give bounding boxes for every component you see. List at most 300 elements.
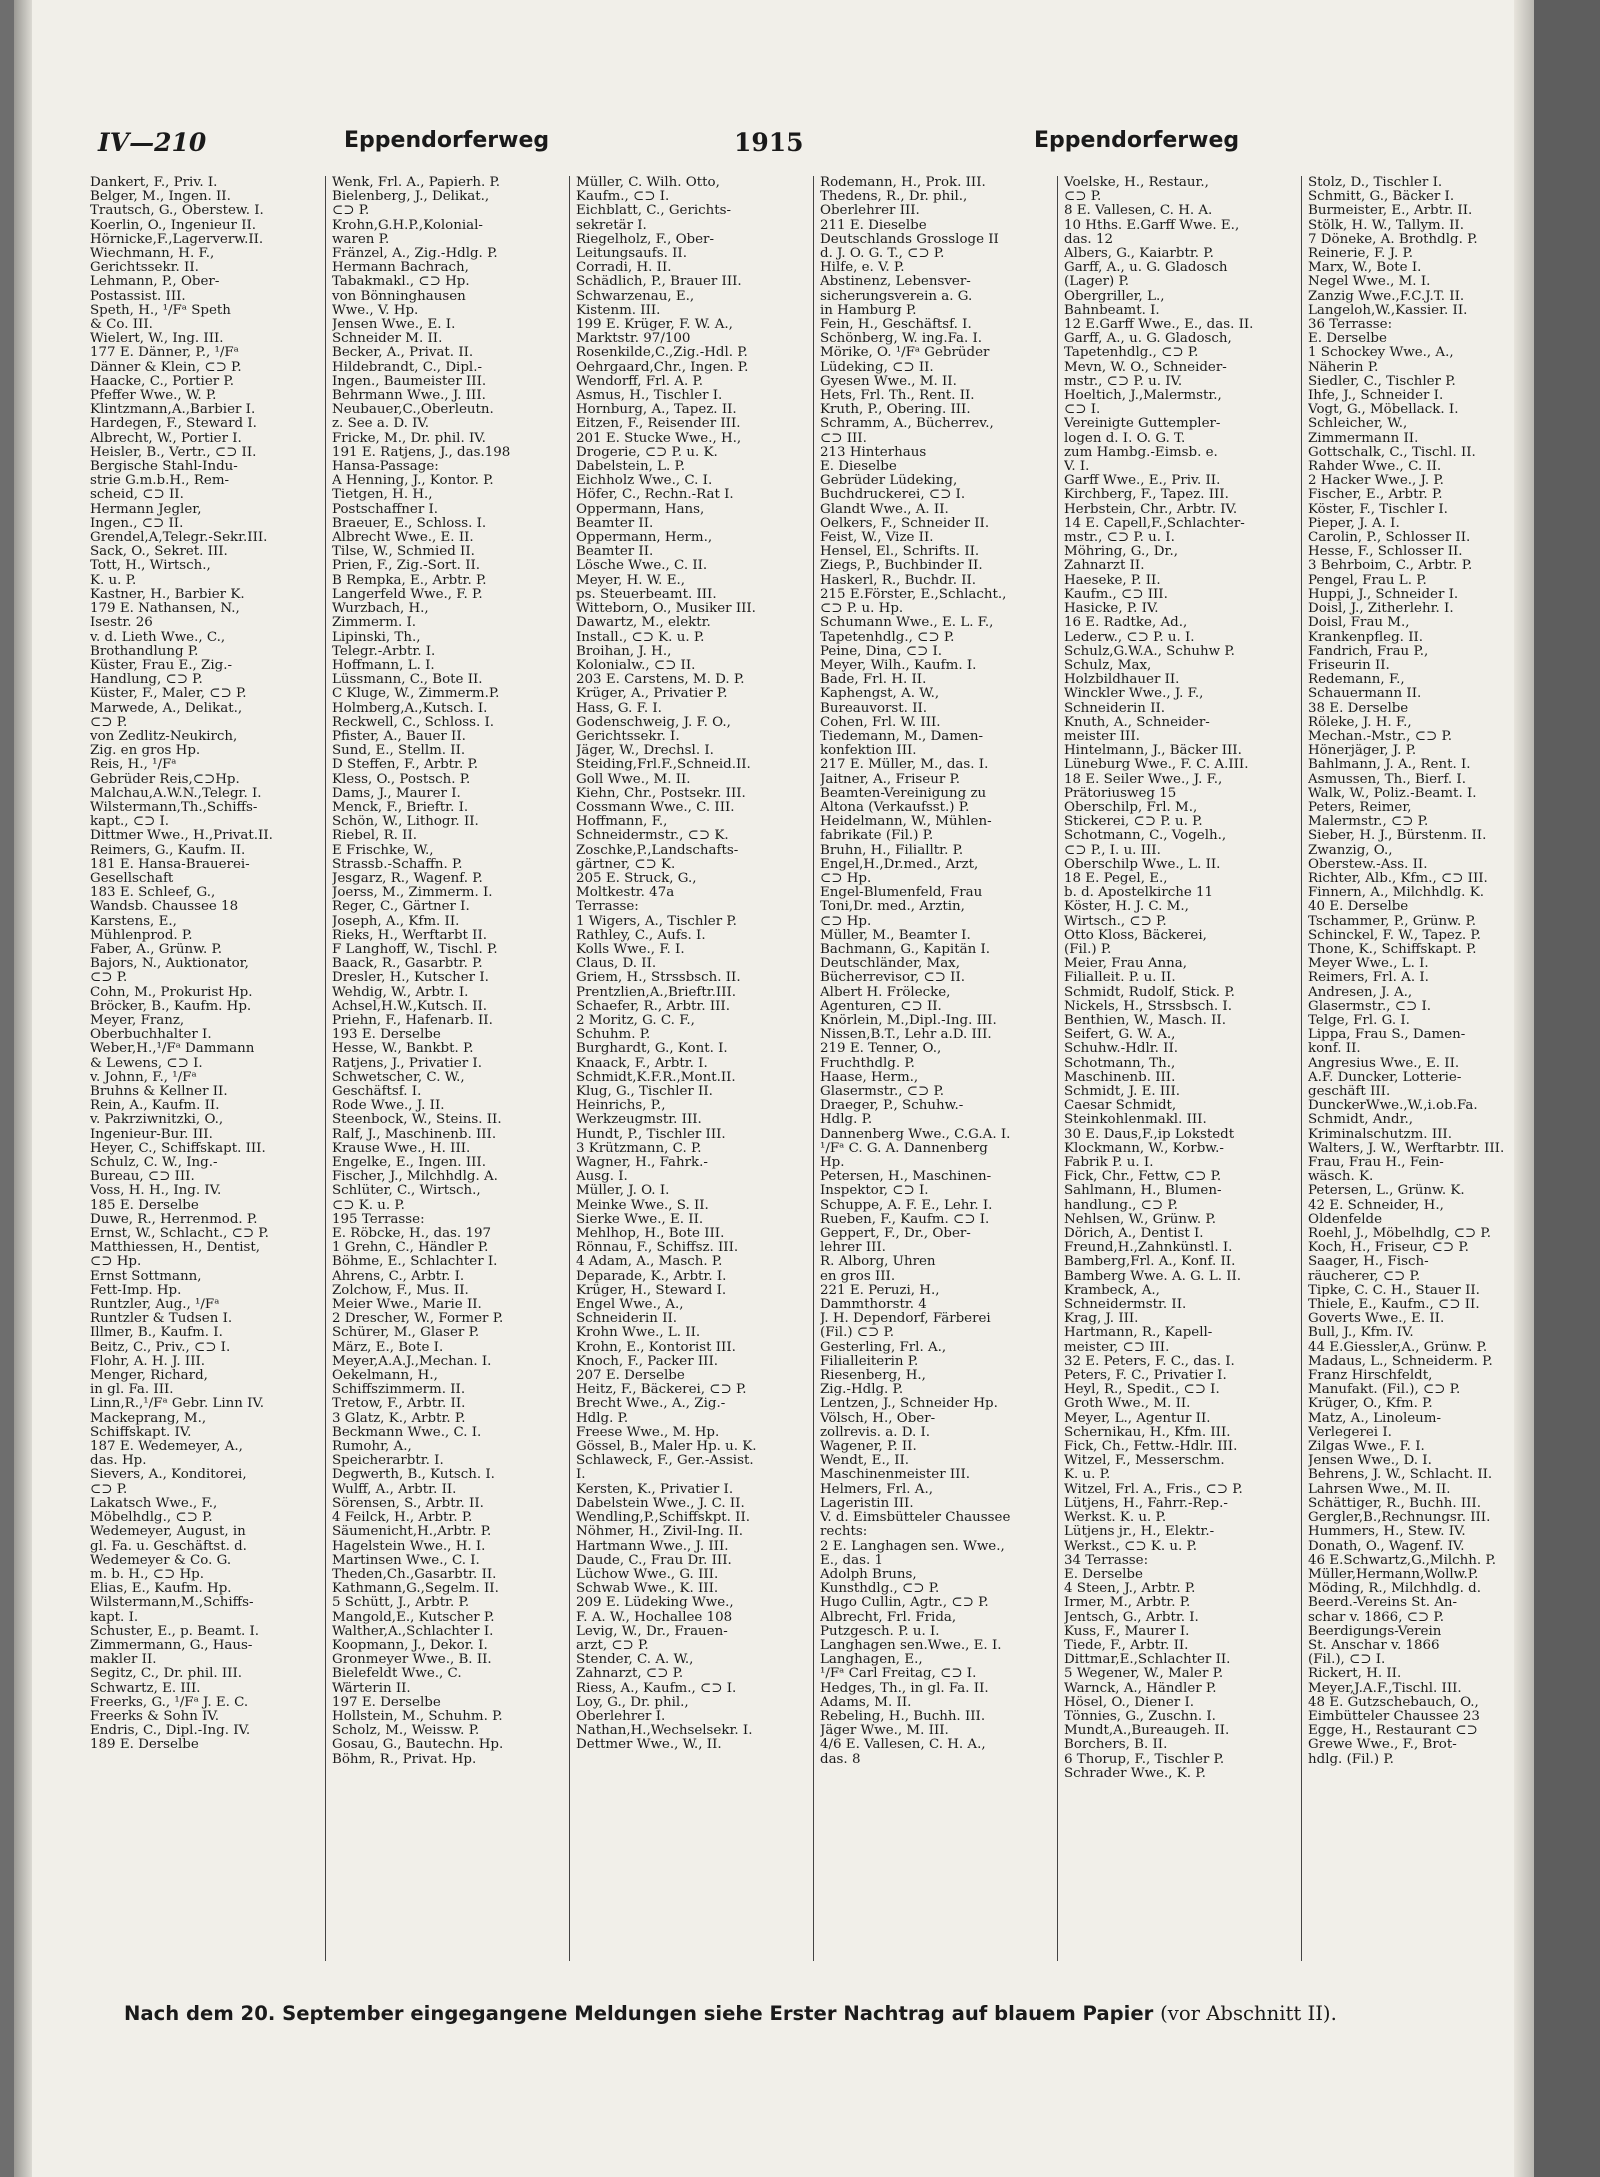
directory-entry-line: Linn,R.,¹/Fᵃ Gebr. Linn IV. [90, 1397, 265, 1412]
directory-entry-line: Heidelmann, W., Mühlen- [820, 815, 992, 830]
directory-entry-line: 38 E. Derselbe [1308, 701, 1409, 716]
directory-entry-line: Frau, Frau H., Fein- [1308, 1156, 1444, 1171]
directory-entry-line: Malermstr., ⊂⊃ P. [1308, 815, 1429, 830]
directory-entry-line: Gottschalk, C., Tischl. II. [1308, 445, 1476, 460]
directory-entry-line: Marwede, A., Delikat., [90, 701, 243, 716]
directory-entry-line: Buchdruckerei, ⊂⊃ I. [820, 488, 966, 503]
directory-entry-line: Oelkers, F., Schneider II. [820, 516, 990, 531]
directory-entry-line: Wirtsch., ⊂⊃ P. [1064, 914, 1167, 929]
directory-entry-line: ⊂⊃ III. [820, 431, 867, 446]
directory-entry-line: Thiele, E., Kaufm., ⊂⊃ II. [1308, 1298, 1480, 1313]
directory-entry-line: Riesenberg, H., [820, 1369, 926, 1384]
directory-entry-line: Hp. [820, 1156, 845, 1171]
directory-entry-line: Dabelstein, L. P. [576, 460, 686, 475]
directory-entry-line: Huppi, J., Schneider I. [1308, 587, 1459, 602]
directory-entry-line: Wenk, Frl. A., Papierh. P. [332, 176, 501, 190]
directory-entry-line: Lüdeking, ⊂⊃ II. [820, 360, 934, 375]
directory-entry-line: Moltkestr. 47a [576, 886, 675, 901]
page-number: IV—210 [98, 128, 207, 157]
directory-entry-line: Nissen,B.T., Lehr a.D. III. [820, 1028, 992, 1043]
directory-entry-line: Gössel, B., Maler Hp. u. K. [576, 1440, 757, 1455]
directory-entry-line: Telegr.-Arbtr. I. [332, 644, 436, 659]
directory-entry-line: Beamten-Vereinigung zu [820, 786, 987, 801]
directory-entry-line: Behrens, J. W., Schlacht. II. [1308, 1468, 1493, 1483]
directory-entry-line: Werkst., ⊂⊃ K. u. P. [1064, 1539, 1198, 1554]
directory-entry-line: Carolin, P., Schlosser II. [1308, 531, 1471, 546]
directory-entry-line: Fick, Ch., Fettw.-Hdlr. III. [1064, 1440, 1238, 1455]
directory-entry-line: Voss, H. H., Ing. IV. [90, 1184, 222, 1199]
scan-background [1534, 0, 1600, 2177]
directory-entry-line: Wandsb. Chaussee 18 [90, 900, 239, 915]
directory-entry-line: Kaufm., ⊂⊃ I. [576, 190, 670, 205]
directory-entry-line: Ingen., Baumeister III. [332, 374, 487, 389]
directory-entry-line: A Henning, J., Kontor. P. [332, 474, 494, 489]
directory-entry-line: Terrasse: [576, 900, 639, 915]
directory-entry-line: Schönberg, W. ing.Fa. I. [820, 332, 983, 347]
directory-entry-line: Bücherrevisor, ⊂⊃ II. [820, 971, 965, 986]
directory-entry-line: Kathmann,G.,Segelm. II. [332, 1582, 499, 1597]
column-rule [1301, 176, 1302, 1961]
directory-entry-line: Grendel,A,Telegr.-Sekr.III. [90, 531, 268, 546]
directory-entry-line: Gesellschaft [90, 871, 174, 886]
directory-entry-line: Klug, G., Tischler II. [576, 1085, 713, 1099]
directory-entry-line: Gebrüder Lüdeking, [820, 474, 958, 489]
directory-entry-line: E. Derselbe [1064, 1567, 1143, 1582]
directory-entry-line: Haskerl, R., Buchdr. II. [820, 573, 977, 588]
directory-entry-line: Köster, F., Tischler I. [1308, 502, 1448, 517]
directory-entry-line: Meinke Wwe., S. II. [576, 1198, 709, 1213]
directory-entry-line: 3 Glatz, K., Arbtr. P. [332, 1411, 466, 1426]
directory-entry-line: 3 Krützmann, C. P. [576, 1141, 702, 1156]
directory-entry-line: Putzgesch. P. u. I. [820, 1624, 940, 1639]
directory-entry-line: Grewe Wwe., F., Brot- [1308, 1738, 1457, 1753]
directory-entry-line: Krohn Wwe., L. II. [576, 1326, 701, 1341]
directory-entry-line: Albrecht, Frl. Frida, [820, 1610, 957, 1625]
directory-entry-line: Schneiderin II. [1064, 701, 1166, 716]
directory-entry-line: Zanzig Wwe.,F.C.J.T. II. [1308, 289, 1465, 304]
directory-entry-line: Schernikau, H., Kfm. III. [1064, 1425, 1231, 1440]
directory-entry-line: Karstens, E., [90, 914, 177, 929]
directory-entry-line: Schädlich, P., Brauer III. [576, 275, 742, 290]
directory-entry-line: Negel Wwe., M. I. [1308, 275, 1431, 290]
directory-entry-line: Dannenberg Wwe., C.G.A. I. [820, 1127, 1011, 1142]
directory-entry-line: E. Dieselbe [820, 460, 897, 475]
directory-entry-line: Sack, O., Sekret. III. [90, 545, 228, 560]
directory-entry-line: Marx, W., Bote I. [1308, 261, 1422, 276]
directory-entry-line: Tott, H., Wirtsch., [90, 559, 211, 574]
directory-entry-line: Levig, W., Dr., Frauen- [576, 1624, 728, 1639]
directory-entry-line: 185 E. Derselbe [90, 1198, 199, 1213]
directory-entry-line: Ihfe, J., Schneider I. [1308, 389, 1444, 404]
directory-entry-line: C Kluge, W., Zimmerm.P. [332, 687, 500, 702]
directory-entry-line: 217 E. Müller, M., das. I. [820, 758, 989, 773]
street-name-left: Eppendorferweg [344, 128, 550, 153]
directory-entry-line: Thedens, R., Dr. phil., [820, 190, 968, 205]
directory-entry-line: 215 E.Förster, E.,Schlacht., [820, 587, 1007, 602]
directory-entry-line: Rönnau, F., Schiffsz. III. [576, 1241, 739, 1256]
directory-entry-line: Schmidt, J. E. III. [1064, 1085, 1180, 1099]
directory-entry-line: Maschinenmeister III. [820, 1468, 971, 1483]
directory-entry-line: Krüger, O., Kfm. P. [1308, 1397, 1433, 1412]
directory-entry-line: Faber, A., Grünw. P. [90, 942, 223, 957]
directory-entry-line: 1 Wigers, A., Tischler P. [576, 914, 737, 929]
directory-entry-line: Benthien, W., Masch. II. [1064, 1013, 1226, 1028]
directory-entry-line: Schuhw.-Hdlr. II. [1064, 1042, 1179, 1057]
directory-entry-line: Bahnbeamt. I. [1064, 303, 1160, 318]
directory-entry-line: Tapetenhdlg., ⊂⊃ P. [1064, 346, 1199, 361]
directory-entry-line: Daude, C., Frau Dr. III. [576, 1553, 732, 1568]
directory-entry-line: Mevn, W. O., Schneider- [1064, 360, 1227, 375]
directory-entry-line: Manufakt. (Fil.), ⊂⊃ P. [1308, 1383, 1461, 1398]
directory-entry-line: Lösche Wwe., C. II. [576, 559, 708, 574]
directory-entry-line: 205 E. Struck, G., [576, 871, 697, 886]
directory-entry-line: Zig. en gros Hp. [90, 744, 201, 759]
directory-entry-line: Haase, Herm., [820, 1070, 919, 1085]
directory-entry-line: Fandrich, Frau P., [1308, 644, 1429, 659]
directory-entry-line: E., das. 1 [820, 1553, 884, 1568]
directory-entry-line: Dänner & Klein, ⊂⊃ P. [90, 360, 242, 375]
directory-entry-line: Albrecht Wwe., E. II. [332, 531, 474, 546]
directory-entry-line: Dettmer Wwe., W., II. [576, 1738, 722, 1753]
directory-entry-line: 187 E. Wedemeyer, A., [90, 1440, 243, 1455]
directory-entry-line: Claus, D. II. [576, 957, 657, 972]
directory-entry-line: Menck, F., Brieftr. I. [332, 800, 469, 815]
directory-entry-line: Eitzen, F., Reisender III. [576, 417, 741, 432]
directory-entry-line: Matthiessen, H., Dentist, [90, 1241, 260, 1256]
directory-entry-line: Bergische Stahl-Indu- [90, 460, 238, 475]
directory-entry-line: ⊂⊃ P. [1064, 190, 1102, 205]
directory-entry-line: Röleke, J. H. F., [1308, 715, 1412, 730]
directory-entry-line: Deutschlands Grossloge II [820, 232, 999, 247]
directory-entry-line: ⊂⊃ Hp. [820, 914, 872, 929]
directory-entry-line: Wulff, A., Arbtr. II. [332, 1482, 457, 1497]
directory-entry-line: Wagner, H., Fahrk.- [576, 1156, 708, 1171]
directory-entry-line: Schneiderin II. [576, 1312, 678, 1327]
directory-entry-line: Drogerie, ⊂⊃ P. u. K. [576, 445, 718, 460]
directory-entry-line: Siedler, C., Tischler P. [1308, 374, 1456, 389]
directory-entry-line: Hönerjäger, J. P. [1308, 744, 1417, 759]
directory-entry-line: 181 E. Hansa-Brauerei- [90, 857, 250, 872]
directory-entry-line: Kaphengst, A. W., [820, 687, 940, 702]
directory-entry-line: Beckmann Wwe., C. I. [332, 1425, 482, 1440]
directory-entry-line: Caesar Schmidt, [1064, 1099, 1177, 1114]
directory-entry-line: Lakatsch Wwe., F., [90, 1496, 218, 1511]
directory-entry-line: Heisler, B., Vertr., ⊂⊃ II. [90, 445, 257, 460]
directory-entry-line: Doisl, J., Zitherlehr. I. [1308, 602, 1454, 617]
directory-entry-line: Kolonialw., ⊂⊃ II. [576, 658, 696, 673]
directory-entry-line: J. H. Dependorf, Färberei [820, 1312, 991, 1327]
directory-entry-line: Zahnarzt, ⊂⊃ P. [576, 1667, 684, 1682]
directory-entry-line: K. u. P. [1064, 1468, 1111, 1483]
directory-entry-line: Degwerth, B., Kutsch. I. [332, 1468, 495, 1483]
directory-entry-line: Asmussen, Th., Bierf. I. [1308, 772, 1466, 787]
directory-entry-line: Oberbuchhalter I. [90, 1028, 212, 1043]
directory-entry-line: Riebel, R. II. [332, 829, 418, 844]
directory-entry-line: Ziegs, P., Buchbinder II. [820, 559, 983, 574]
directory-entry-line: kapt., ⊂⊃ I. [90, 815, 170, 830]
directory-entry-line: Völsch, H., Ober- [820, 1411, 936, 1426]
directory-entry-line: Scholz, M., Weissw. P. [332, 1724, 480, 1739]
directory-entry-line: Egge, H., Restaurant ⊂⊃ [1308, 1724, 1478, 1739]
directory-entry-line: Tretow, F., Arbtr. II. [332, 1397, 466, 1412]
directory-entry-line: 4 Steen, J., Arbtr. P. [1064, 1582, 1196, 1597]
page-header [84, 128, 1494, 168]
directory-entry-line: Langhagen sen.Wwe., E. I. [820, 1638, 1002, 1653]
directory-entry-line: Brecht Wwe., A., Zig.- [576, 1397, 726, 1412]
directory-entry-line: Abstinenz, Lebensver- [820, 275, 971, 290]
directory-entry-line: Lütjens, H., Fahrr.-Rep.- [1064, 1496, 1228, 1511]
directory-entry-line: Burmeister, E., Arbtr. II. [1308, 204, 1473, 219]
directory-entry-line: Zwanzig, O., [1308, 843, 1393, 858]
directory-entry-line: Schwartz, E. III. [90, 1681, 201, 1696]
directory-entry-line: Schuppe, A. F. E., Lehr. I. [820, 1198, 993, 1213]
directory-entry-line: Goverts Wwe., E. II. [1308, 1312, 1445, 1327]
directory-entry-line: Donath, O., Wagenf. IV. [1308, 1539, 1465, 1554]
directory-entry-line: Krankenpfleg. II. [1308, 630, 1424, 645]
directory-entry-line: Jäger Wwe., M. III. [820, 1724, 949, 1739]
directory-entry-line: 199 E. Krüger, F. W. A., [576, 318, 733, 333]
directory-entry-line: Lüssmann, C., Bote II. [332, 673, 483, 688]
directory-entry-line: arzt, ⊂⊃ P. [576, 1638, 649, 1653]
directory-entry-line: Wiechmann, H. F., [90, 247, 215, 262]
directory-entry-line: Bachmann, G., Kapitän I. [820, 942, 991, 957]
directory-entry-line: Wagener, P. II. [820, 1440, 917, 1455]
directory-entry-line: Werkzeugmstr. III. [576, 1113, 702, 1128]
directory-entry-line: Malchau,A.W.N.,Telegr. I. [90, 786, 262, 801]
directory-entry-line: E. Derselbe [1308, 332, 1387, 347]
directory-entry-line: Groth Wwe., M. II. [1064, 1397, 1191, 1412]
directory-entry-line: in gl. Fa. III. [90, 1383, 174, 1398]
directory-entry-line: Mehlhop, H., Bote III. [576, 1227, 725, 1242]
directory-entry-line: Strassb.-Schaffn. P. [332, 857, 463, 872]
directory-entry-line: Reimers, G., Kaufm. II. [90, 843, 246, 858]
directory-entry-line: Fruchthdlg. P. [820, 1056, 915, 1071]
directory-entry-line: Steinkohlenmakl. III. [1064, 1113, 1207, 1128]
directory-entry-line: Flohr, A. H. J. III. [90, 1354, 206, 1369]
directory-entry-line: Schulz, C. W., Ing.- [90, 1156, 218, 1171]
directory-entry-line: Corradi, H. II. [576, 261, 672, 276]
directory-entry-line: Ernst Sottmann, [90, 1269, 202, 1284]
directory-entry-line: Sörensen, S., Arbtr. II. [332, 1496, 484, 1511]
directory-entry-line: Hösel, O., Diener I. [1064, 1695, 1194, 1710]
directory-entry-line: 197 E. Derselbe [332, 1695, 441, 1710]
directory-entry-line: Schleicher, W., [1308, 417, 1408, 432]
directory-entry-line: Sund, E., Stellm. II. [332, 744, 466, 759]
column-rule [813, 176, 814, 1961]
directory-entry-line: Helmers, Frl. A., [820, 1482, 933, 1497]
directory-entry-line: z. See a. D. IV. [332, 417, 429, 432]
directory-entry-line: Speicherarbtr. I. [332, 1454, 444, 1469]
directory-entry-line: 36 Terrasse: [1308, 318, 1393, 333]
directory-column-6 [1308, 176, 1512, 1961]
directory-entry-line: Fränzel, A., Zig.-Hdlg. P. [332, 247, 498, 262]
directory-entry-line: Stölk, H. W., Tallym. II. [1308, 218, 1464, 233]
directory-entry-line: ⊂⊃ P. [90, 971, 128, 986]
directory-entry-line: 177 E. Dänner, P., ¹/Fᵃ [90, 346, 239, 361]
directory-entry-line: Kaufm., ⊂⊃ III. [1064, 587, 1168, 602]
directory-entry-line: meister III. [1064, 729, 1140, 744]
directory-entry-line: Knaack, F., Arbtr. I. [576, 1056, 708, 1071]
directory-entry-line: ⊂⊃ P. [90, 1482, 128, 1497]
directory-entry-line: Oehrgaard,Chr., Ingen. P. [576, 360, 749, 375]
directory-entry-line: Schneidermstr., ⊂⊃ K. [576, 829, 729, 844]
directory-entry-line: 4 Feilck, H., Arbtr. P. [332, 1511, 473, 1526]
directory-entry-line: Verlegerei I. [1308, 1425, 1392, 1440]
directory-entry-line: V. d. Eimsbütteler Chaussee [820, 1511, 1011, 1526]
directory-entry-line: 16 E. Radtke, Ad., [1064, 616, 1188, 631]
directory-entry-line: Beerd.-Vereins St. An- [1308, 1596, 1458, 1611]
directory-entry-line: Küster, Frau E., Zig.- [90, 658, 232, 673]
directory-entry-line: Klockmann, W., Korbw.- [1064, 1141, 1224, 1156]
footer-main: Nach dem 20. September eingegangene Meldungen siehe Erster Nachtrag auf blauem Papier [124, 2002, 1154, 2025]
directory-entry-line: Menger, Richard, [90, 1369, 208, 1384]
directory-entry-line: Wendorff, Frl. A. P. [576, 374, 704, 389]
directory-entry-line: Mangold,E., Kutscher P. [332, 1610, 495, 1625]
directory-entry-line: Schrader Wwe., K. P. [1064, 1766, 1206, 1781]
directory-entry-line: Irmer, M., Arbtr. P. [1064, 1596, 1191, 1611]
directory-entry-line: 44 E.Giessler,A., Grünw. P. [1308, 1340, 1488, 1355]
directory-entry-line: d. J. O. G. T., ⊂⊃ P. [820, 247, 945, 262]
directory-entry-line: F Langhoff, W., Tischl. P. [332, 942, 498, 957]
directory-entry-line: sekretär I. [576, 218, 647, 233]
directory-entry-line: von Zedlitz-Neukirch, [90, 729, 238, 744]
directory-entry-line: Schwarzenau, E., [576, 289, 695, 304]
directory-entry-line: 7 Döneke, A. Brothdlg. P. [1308, 232, 1478, 247]
directory-entry-line: Walther,A.,Schlachter I. [332, 1624, 494, 1639]
directory-entry-line: Meier, Frau Anna, [1064, 957, 1187, 972]
directory-entry-line: Zimmermann II. [1308, 431, 1419, 446]
directory-entry-line: Wwe., V. Hp. [332, 303, 419, 318]
directory-entry-line: Belger, M., Ingen. II. [90, 190, 231, 205]
directory-entry-line: Köster, H. J. C. M., [1064, 900, 1189, 915]
directory-entry-line: Herbstein, Chr., Arbtr. IV. [1064, 502, 1238, 517]
directory-entry-line: Hugo Cullin, Agtr., ⊂⊃ P. [820, 1596, 989, 1611]
directory-entry-line: Tietgen, H. H., [332, 488, 433, 503]
directory-entry-line: Segitz, C., Dr. phil. III. [90, 1667, 243, 1682]
directory-entry-line: Behrmann Wwe., J. III. [332, 389, 486, 404]
directory-entry-line: Voelske, H., Restaur., [1064, 176, 1209, 190]
directory-entry-line: Hollstein, M., Schuhm. P. [332, 1709, 503, 1724]
directory-entry-line: Holmberg,A.,Kutsch. I. [332, 701, 488, 716]
directory-entry-line: 191 E. Ratjens, J., das.198 [332, 445, 511, 460]
directory-entry-line: Krohn,G.H.P.,Kolonial- [332, 218, 483, 233]
directory-entry-line: Otto Kloss, Bäckerei, [1064, 928, 1207, 943]
directory-entry-line: Gebrüder Reis,⊂⊃Hp. [90, 772, 240, 787]
directory-entry-line: (Lager) P. [1064, 275, 1130, 290]
directory-entry-line: Vereinigte Guttempler- [1064, 417, 1221, 432]
directory-entry-line: Lütjens jr., H., Elektr.- [1064, 1525, 1215, 1540]
directory-entry-line: Peine, Dina, ⊂⊃ I. [820, 644, 943, 659]
directory-entry-line: Krag, J. III. [1064, 1312, 1139, 1327]
directory-entry-line: Handlung, ⊂⊃ P. [90, 673, 203, 688]
directory-entry-line: Matz, A., Linoleum- [1308, 1411, 1441, 1426]
directory-entry-line: Meyer, H. W. E., [576, 573, 685, 588]
directory-entry-line: Engel Wwe., A., [576, 1298, 684, 1313]
directory-entry-line: Gronmeyer Wwe., B. II. [332, 1653, 492, 1668]
directory-entry-line: Glasermstr., ⊂⊃ I. [1308, 999, 1432, 1014]
directory-entry-line: Jaitner, A., Friseur P. [820, 772, 961, 787]
directory-entry-line: Müller, J. O. I. [576, 1184, 670, 1199]
directory-entry-line: Maschinenb. III. [1064, 1070, 1176, 1085]
directory-entry-line: Lipinski, Th., [332, 630, 421, 645]
directory-entry-line: B Rempka, E., Arbtr. P. [332, 573, 487, 588]
directory-entry-line: Runtzler, Aug., ¹/Fᵃ [90, 1298, 220, 1313]
directory-entry-line: Bielenberg, J., Delikat., [332, 190, 490, 205]
directory-entry-line: Lahrsen Wwe., M. II. [1308, 1482, 1451, 1497]
directory-entry-line: Pengel, Frau L. P. [1308, 573, 1427, 588]
directory-entry-line: Krause Wwe., H. III. [332, 1141, 471, 1156]
directory-entry-line: 203 E. Carstens, M. D. P. [576, 673, 745, 688]
directory-entry-line: fabrikate (Fil.) P. [820, 829, 934, 844]
directory-entry-line: Rahder Wwe., C. II. [1308, 460, 1442, 475]
directory-entry-line: Oberschilp, Frl. M., [1064, 800, 1198, 815]
directory-entry-line: lehrer III. [820, 1241, 886, 1256]
directory-entry-line: Nickels, H., Strssbsch. I. [1064, 999, 1232, 1014]
directory-entry-line: 209 E. Lüdeking Wwe., [576, 1596, 734, 1611]
directory-entry-line: wäsch. K. [1308, 1170, 1374, 1185]
directory-entry-line: Ernst, W., Schlacht., ⊂⊃ P. [90, 1227, 269, 1242]
directory-entry-line: Möhring, G., Dr., [1064, 545, 1178, 560]
directory-entry-line: 189 E. Derselbe [90, 1738, 199, 1753]
directory-entry-line: Oldenfelde [1308, 1212, 1383, 1227]
directory-entry-line: (Fil.) P. [1064, 942, 1112, 957]
directory-entry-line: Knoch, F., Packer III. [576, 1354, 719, 1369]
directory-entry-line: Reinerie, F. J. P. [1308, 247, 1414, 262]
directory-entry-line: 201 E. Stucke Wwe., H., [576, 431, 742, 446]
directory-entry-line: Schön, W., Lithogr. II. [332, 815, 479, 830]
directory-entry-line: Inspektor, ⊂⊃ I. [820, 1184, 929, 1199]
directory-entry-line: gärtner, ⊂⊃ K. [576, 857, 676, 872]
directory-entry-line: Wilstermann,Th.,Schiffs- [90, 800, 258, 815]
directory-entry-line: Reger, C., Gärtner I. [332, 900, 470, 915]
directory-entry-line: Borchers, B. II. [1064, 1738, 1168, 1753]
directory-entry-line: Zig.-Hdlg. P. [820, 1383, 904, 1398]
directory-entry-line: Oppermann, Herm., [576, 531, 713, 546]
directory-entry-line: Rosenkilde,C.,Zig.-Hdl. P. [576, 346, 748, 361]
directory-entry-line: Elias, E., Kaufm. Hp. [90, 1582, 232, 1597]
directory-entry-line: Thone, K., Schiffskapt. P. [1308, 942, 1477, 957]
directory-entry-line: 179 E. Nathansen, N., [90, 602, 240, 617]
directory-column-4 [820, 176, 1050, 1961]
directory-entry-line: Koopmann, J., Dekor. I. [332, 1638, 488, 1653]
directory-entry-line: Geppert, F., Dr., Ober- [820, 1227, 971, 1242]
directory-entry-line: Möding, R., Milchhdlg. d. [1308, 1582, 1481, 1597]
footer-tail: (vor Abschnitt II). [1160, 2002, 1337, 2025]
directory-entry-line: Kunsthdlg., ⊂⊃ P. [820, 1582, 940, 1597]
directory-entry-line: Dittmar,E.,Schlachter II. [1064, 1653, 1231, 1668]
directory-entry-line: Telge, Frl. G. I. [1308, 1013, 1410, 1028]
directory-entry-line: Albert H. Frölecke, [820, 985, 951, 1000]
directory-entry-line: Filialleiterin P. [820, 1354, 919, 1369]
directory-entry-line: 221 E. Peruzi, H., [820, 1283, 940, 1298]
directory-entry-line: Bamberg,Frl. A., Konf. II. [1064, 1255, 1236, 1270]
directory-entry-line: Franz Hirschfeldt, [1308, 1369, 1433, 1384]
directory-entry-line: A.F. Duncker, Lotterie- [1308, 1070, 1462, 1085]
directory-entry-line: Wilstermann,M.,Schiffs- [90, 1596, 254, 1611]
directory-entry-line: Beitz, C., Priv., ⊂⊃ I. [90, 1340, 231, 1355]
directory-entry-line: Schumann Wwe., E. L. F., [820, 616, 994, 631]
directory-entry-line: & Co. III. [90, 318, 153, 333]
directory-entry-line: Priehn, F., Hafenarb. II. [332, 1013, 493, 1028]
directory-entry-line: Nathan,H.,Wechselsekr. I. [576, 1724, 753, 1739]
directory-entry-line: Burghardt, G., Kont. I. [576, 1042, 728, 1057]
directory-entry-line: Garff, A., u. G. Gladosch, [1064, 332, 1232, 347]
directory-entry-line: Möbelhdlg., ⊂⊃ P. [90, 1511, 213, 1526]
directory-entry-line: Gerichtssekr. I. [576, 729, 680, 744]
directory-entry-line: Jesgarz, R., Wagenf. P. [332, 871, 483, 886]
directory-entry-line: Schauermann II. [1308, 687, 1422, 702]
directory-entry-line: Speth, H., ¹/Fᵃ Speth [90, 303, 231, 318]
